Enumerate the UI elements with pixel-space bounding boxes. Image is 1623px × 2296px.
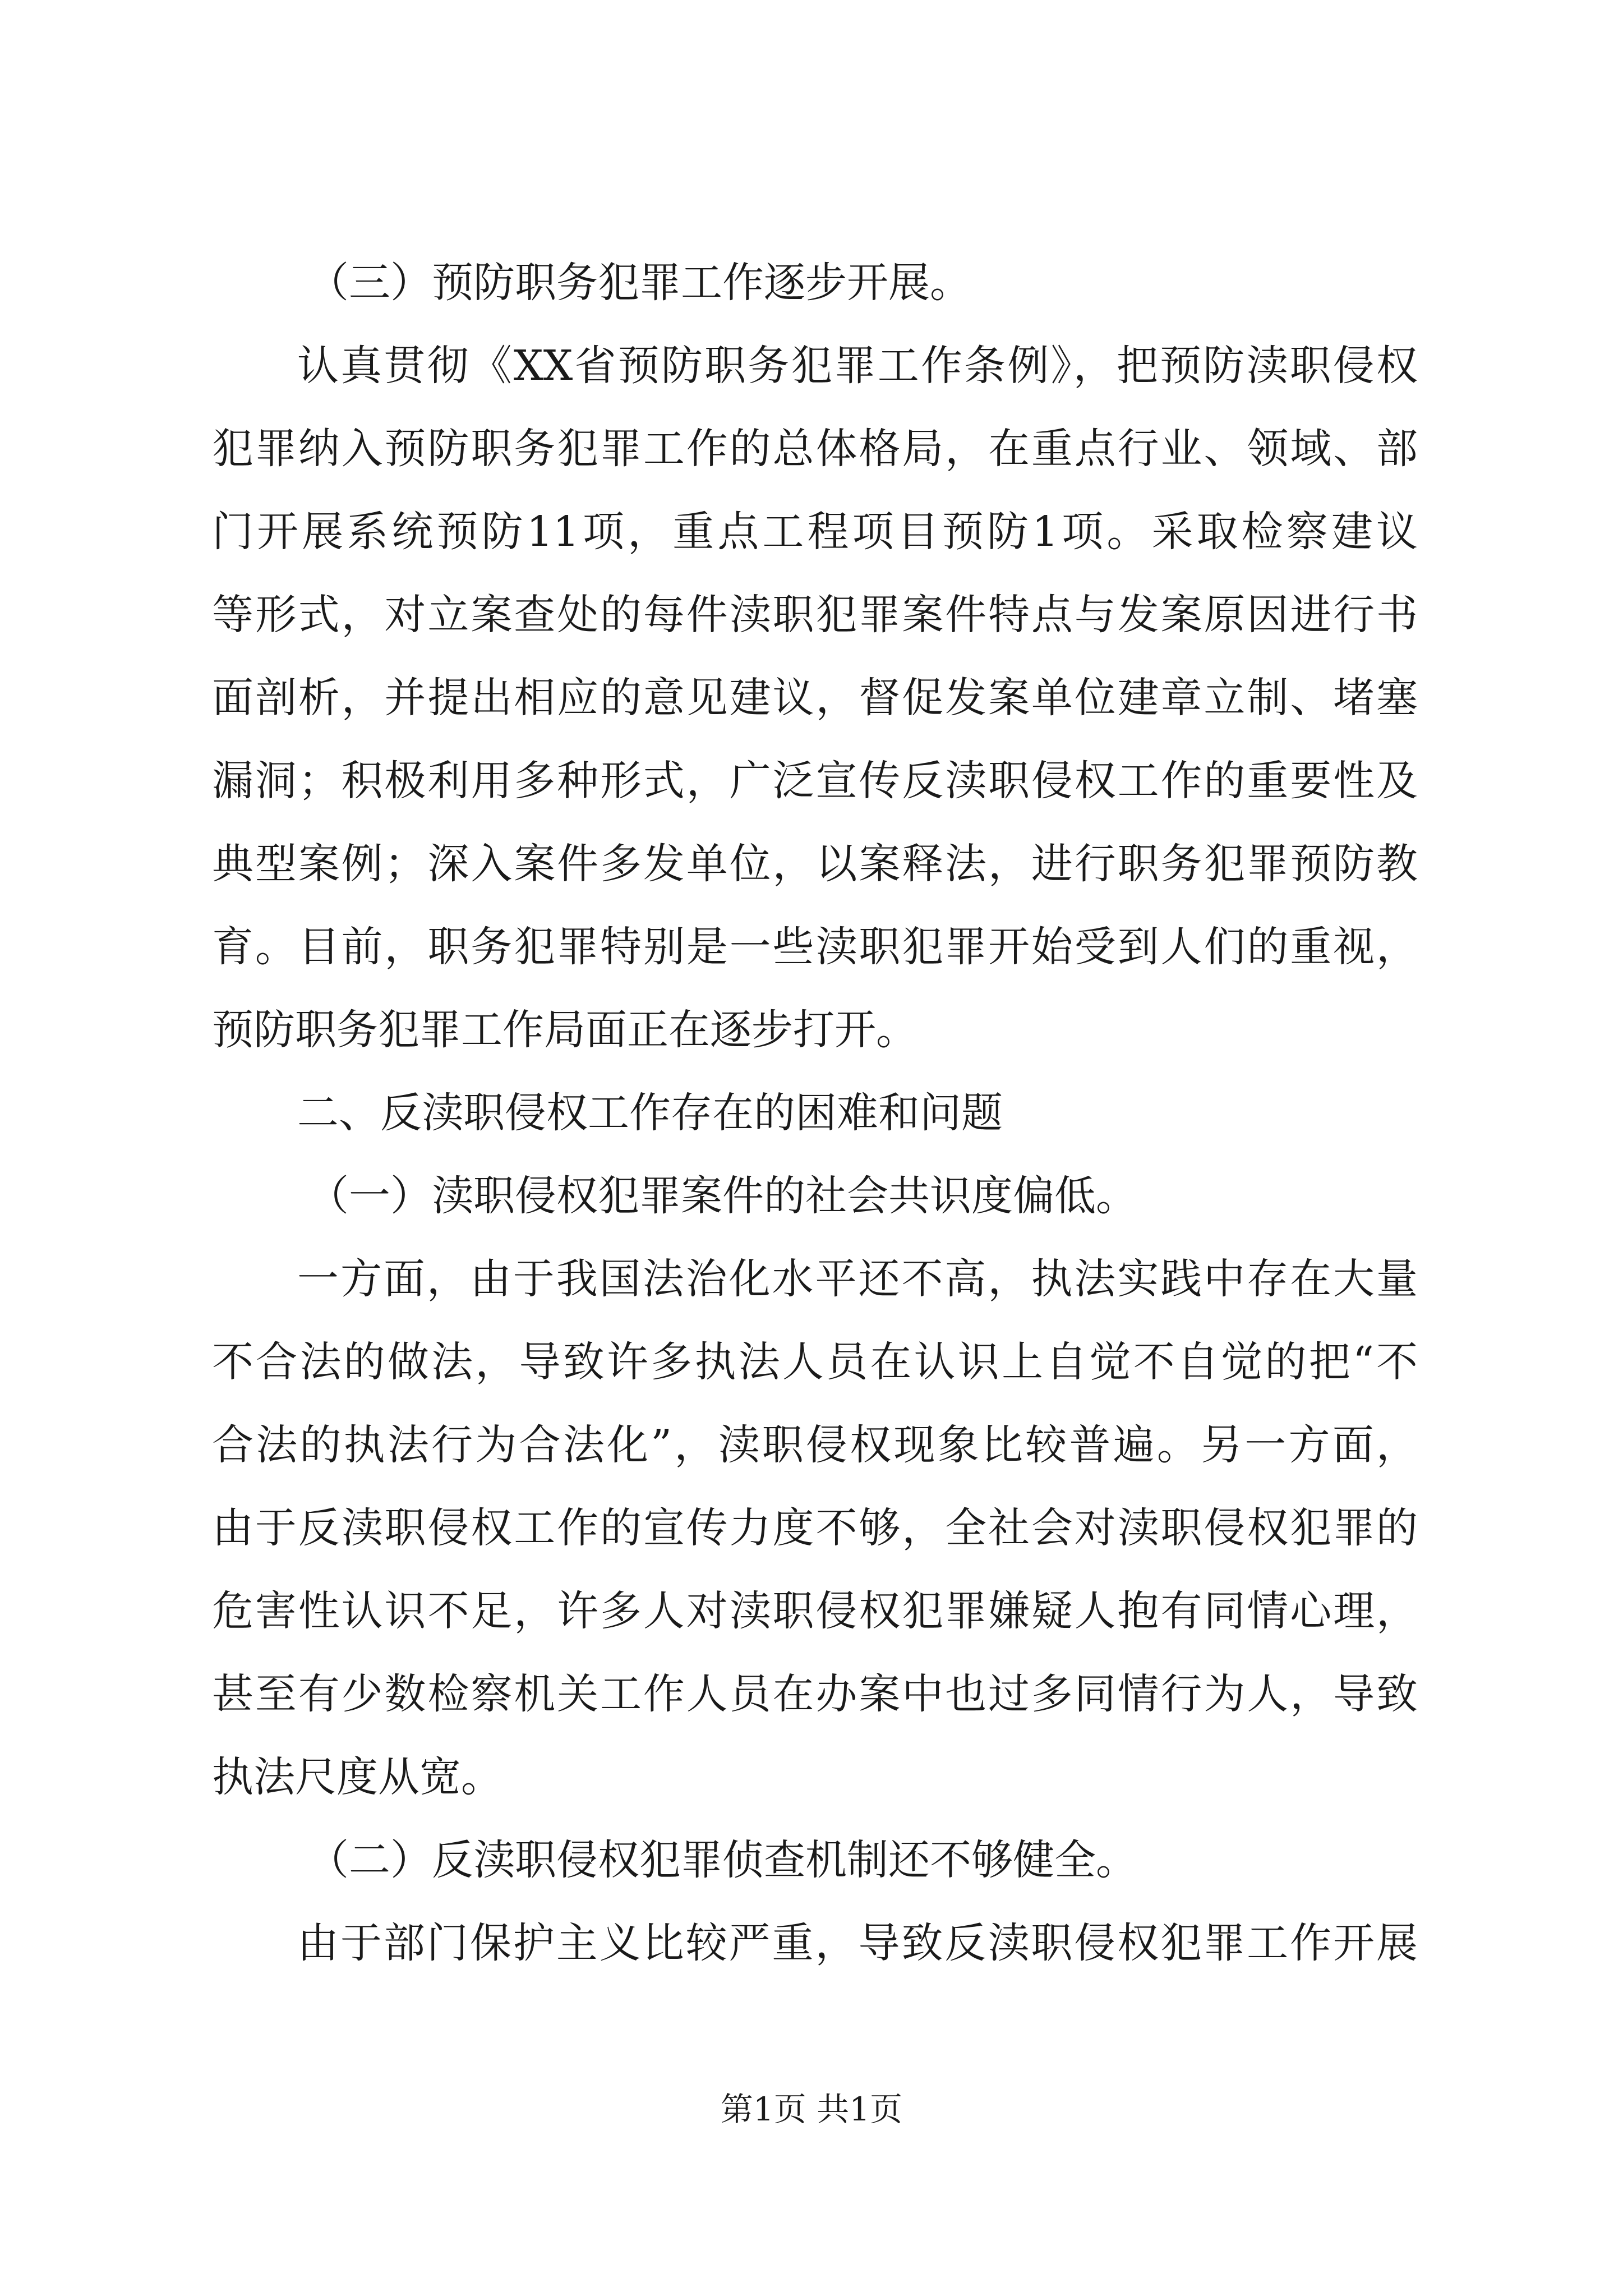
heading-text: （二）反渎职侵权犯罪侦查机制还不够健全。 [307,1836,1137,1884]
paragraph-text: 漏洞；积极利用多种形式，广泛宣传反渎职侵权工作的重要性及 [212,757,1418,805]
paragraph-line [212,324,1418,407]
paragraph-text: 甚至有少数检察机关工作人员在办案中也过多同情行为人，导致 [212,1670,1418,1718]
paragraph-line [212,407,1418,490]
heading-text: （三）预防职务犯罪工作逐步开展。 [307,259,971,307]
paragraph-line [212,1653,1418,1736]
paragraph-text: 由于反渎职侵权工作的宣传力度不够，全社会对渎职侵权犯罪的 [212,1504,1418,1552]
paragraph-line [212,1902,1418,1985]
paragraph-text: 不合法的做法，导致许多执法人员在认识上自觉不自觉的把“不 [212,1338,1418,1386]
paragraph-line [212,573,1418,656]
paragraph-text: 执法尺度从宽。 [212,1753,502,1801]
paragraph-text: 门开展系统预防11项，重点工程项目预防1项。采取检察建议 [212,508,1418,556]
subsection-heading-mechanism [212,1819,1418,1902]
paragraph-line [212,1404,1418,1487]
paragraph-line [212,988,1418,1071]
paragraph-text: 面剖析，并提出相应的意见建议，督促发案单位建章立制、堵塞 [212,674,1418,722]
paragraph-text: 预防职务犯罪工作局面正在逐步打开。 [212,1006,917,1054]
paragraph-text: 育。目前，职务犯罪特别是一些渎职犯罪开始受到人们的重视， [212,923,1418,971]
paragraph-line [212,1736,1418,1819]
document-body [212,241,1418,1985]
paragraph-line [212,1320,1418,1404]
paragraph-text: 认真贯彻《XX省预防职务犯罪工作条例》，把预防渎职侵权 [297,342,1418,390]
paragraph-text: 合法的执法行为合法化”，渎职侵权现象比较普遍。另一方面， [212,1421,1418,1469]
subsection-heading-consensus [212,1154,1418,1237]
paragraph-line [212,905,1418,988]
paragraph-line [212,739,1418,822]
paragraph-text: 等形式，对立案查处的每件渎职犯罪案件特点与发案原因进行书 [212,591,1418,639]
paragraph-line [212,490,1418,573]
paragraph-line [212,1487,1418,1570]
paragraph-line [212,656,1418,739]
paragraph-text: 由于部门保护主义比较严重，导致反渎职侵权犯罪工作开展 [297,1919,1418,1967]
page-number-label: 第1页 共1页 [720,2090,903,2128]
paragraph-text: 典型案例；深入案件多发单位，以案释法，进行职务犯罪预防教 [212,840,1418,888]
section-heading-prevention [212,241,1418,324]
section-heading-problems [212,1071,1418,1154]
heading-text: （一）渎职侵权犯罪案件的社会共识度偏低。 [307,1172,1137,1220]
paragraph-text: 一方面，由于我国法治化水平还不高，执法实践中存在大量 [297,1255,1418,1303]
page-footer [0,2087,1623,2132]
paragraph-line [212,822,1418,905]
paragraph-text: 犯罪纳入预防职务犯罪工作的总体格局，在重点行业、领域、部 [212,425,1418,473]
paragraph-line [212,1570,1418,1653]
heading-text: 二、反渎职侵权工作存在的困难和问题 [297,1089,1003,1137]
paragraph-line [212,1237,1418,1320]
paragraph-text: 危害性认识不足，许多人对渎职侵权犯罪嫌疑人抱有同情心理， [212,1587,1418,1635]
